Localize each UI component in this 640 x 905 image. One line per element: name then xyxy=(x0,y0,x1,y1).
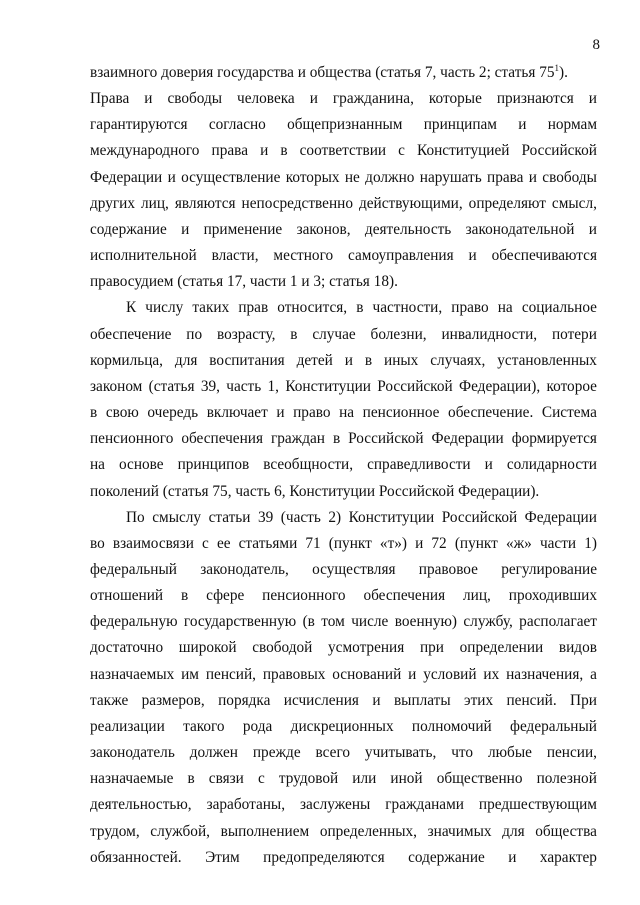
word: Российской xyxy=(348,430,424,448)
word: обеспечение xyxy=(90,325,172,343)
word: условий xyxy=(423,665,477,683)
word: реализации xyxy=(90,717,165,735)
word: справедливости xyxy=(367,456,471,474)
word: воспитания xyxy=(209,351,285,369)
word: усмотрения xyxy=(328,639,405,657)
word: правовое xyxy=(418,560,478,578)
word: для xyxy=(174,351,198,369)
word: поколений (статья 75, часть 6, Конституции Российской Федерации). xyxy=(90,482,540,500)
word: назначаемые xyxy=(90,770,174,788)
line-text: взаимного доверия государства и общества (статья 7, часть 2; статья 75 xyxy=(90,64,555,81)
word: с xyxy=(257,770,265,788)
word: 72 xyxy=(431,534,447,552)
word: содержание xyxy=(90,220,167,238)
word: исчисления xyxy=(283,691,359,709)
line-text-group xyxy=(90,60,568,86)
word: рода xyxy=(242,717,273,735)
word: трудом, xyxy=(90,822,140,840)
word: пенсионного xyxy=(90,430,174,448)
word: в xyxy=(90,404,98,422)
word: пенсионное xyxy=(362,404,440,422)
word: достаточно xyxy=(90,639,164,657)
word: предшествующим xyxy=(478,796,597,814)
word: случаях, xyxy=(430,351,486,369)
word: свою xyxy=(105,404,139,422)
word: обеспечения xyxy=(363,587,446,605)
word: которых xyxy=(285,168,340,186)
text-line xyxy=(90,60,597,86)
word: принципам xyxy=(423,116,497,134)
word: статьи xyxy=(208,508,251,526)
word: назначаемых xyxy=(90,665,175,683)
word: с xyxy=(398,142,405,160)
word: иных xyxy=(384,351,419,369)
word: свободы xyxy=(167,90,223,108)
word: 1) xyxy=(584,534,597,552)
text-line xyxy=(90,740,597,766)
word: прежде xyxy=(252,744,301,762)
word: свободы xyxy=(542,168,597,186)
word: (пункт xyxy=(454,534,498,552)
word: трудовой xyxy=(278,770,339,788)
word: очередь xyxy=(147,404,199,422)
word: гражданами xyxy=(385,796,464,814)
word: Права xyxy=(90,90,130,108)
word: человека xyxy=(237,90,295,108)
text-line xyxy=(90,374,597,400)
word: Российской xyxy=(377,377,453,395)
word: и xyxy=(181,220,190,238)
word: являются xyxy=(174,194,236,212)
word: которое xyxy=(546,377,597,395)
text-line xyxy=(90,766,597,792)
word: самоуправления xyxy=(348,247,454,265)
word: и xyxy=(528,168,537,186)
footnote-superscript: 1 xyxy=(554,62,560,73)
word: и xyxy=(408,665,417,683)
word: Конституции xyxy=(285,377,371,395)
word: которые xyxy=(428,90,482,108)
text-line xyxy=(90,714,597,740)
word: осуществление xyxy=(181,168,281,186)
word: иной xyxy=(390,770,423,788)
word: право xyxy=(451,299,489,317)
word: осуществляя xyxy=(312,560,396,578)
word: формируется xyxy=(511,430,597,448)
text-line xyxy=(90,165,597,191)
word: Этим xyxy=(205,848,240,866)
word: им xyxy=(181,665,199,683)
word: законодательной xyxy=(465,220,575,238)
word: признаются xyxy=(496,90,574,108)
word: федеральный xyxy=(510,717,597,735)
word: права xyxy=(487,168,524,186)
word: такого xyxy=(183,717,225,735)
word: кормильца, xyxy=(90,351,163,369)
word: и xyxy=(144,90,153,108)
word: всего xyxy=(315,744,350,762)
text-line xyxy=(90,191,597,217)
word: проходивших xyxy=(508,587,597,605)
word: статьями xyxy=(238,534,298,552)
text-line xyxy=(90,662,597,688)
word: оснований xyxy=(332,665,402,683)
word: К xyxy=(126,299,137,317)
word: потери xyxy=(551,325,597,343)
word: 39 xyxy=(257,508,274,526)
text-line xyxy=(90,505,597,531)
word: граждан xyxy=(270,430,325,448)
word: службой, xyxy=(150,822,210,840)
word: непосредственно xyxy=(241,194,353,212)
word: дискреционных xyxy=(290,717,394,735)
text-line xyxy=(90,479,597,505)
word: и xyxy=(167,168,176,186)
text-line xyxy=(90,531,597,557)
word: предопределяются xyxy=(263,848,385,866)
text-line xyxy=(90,322,597,348)
word: взаимосвязи xyxy=(112,534,194,552)
text-line xyxy=(90,295,597,321)
word: выполнением xyxy=(220,822,310,840)
word: законом xyxy=(90,377,143,395)
word: порядка xyxy=(218,691,271,709)
word: пенсий, xyxy=(205,665,257,683)
word: учитывать, xyxy=(364,744,437,762)
word: пенсии, xyxy=(546,744,597,762)
word: пенсионного xyxy=(262,587,346,605)
word: располагает xyxy=(519,613,597,631)
word: на xyxy=(497,299,513,317)
text-line xyxy=(90,635,597,661)
word: относится, xyxy=(277,299,348,317)
word: основе xyxy=(119,456,164,474)
word: 71 xyxy=(305,534,321,552)
word: гарантируются xyxy=(90,116,188,134)
word: определенных, xyxy=(319,822,418,840)
text-line xyxy=(90,112,597,138)
word: обязанностей. xyxy=(90,848,182,866)
word: в xyxy=(181,587,189,605)
word: их xyxy=(483,665,500,683)
word: или xyxy=(352,770,377,788)
word: заслужены xyxy=(299,796,371,814)
word: соответствии xyxy=(299,142,387,160)
word: Российской xyxy=(521,142,597,160)
word: а xyxy=(590,665,597,683)
word: выплаты xyxy=(393,691,451,709)
word: во xyxy=(90,534,105,552)
word: и xyxy=(588,220,597,238)
word: определении xyxy=(459,639,544,657)
word: заработаны, xyxy=(206,796,286,814)
body-text xyxy=(90,60,597,871)
word: значимых xyxy=(427,822,492,840)
word: (в xyxy=(302,613,315,631)
word: общественно xyxy=(436,770,523,788)
word: содержание xyxy=(408,848,485,866)
word: права xyxy=(211,142,248,160)
word: определяют xyxy=(468,194,546,212)
word: нарушать xyxy=(419,168,482,186)
word: таких xyxy=(192,299,230,317)
word: характер xyxy=(539,848,597,866)
word: гражданина, xyxy=(332,90,414,108)
word: действующими, xyxy=(358,194,463,212)
word: лиц, xyxy=(463,587,491,605)
word: общества xyxy=(535,822,597,840)
word: включает xyxy=(206,404,268,422)
text-line xyxy=(90,792,597,818)
word: международного xyxy=(90,142,200,160)
word: «ж» xyxy=(505,534,532,552)
word: в xyxy=(280,142,288,160)
word: с xyxy=(202,534,209,552)
word: этих xyxy=(464,691,494,709)
word: право xyxy=(293,404,331,422)
text-line xyxy=(90,269,597,295)
word: не xyxy=(344,168,360,186)
word: законов, xyxy=(296,220,351,238)
word: применение xyxy=(203,220,283,238)
word: инвалидности, xyxy=(441,325,538,343)
word: видов xyxy=(558,639,597,657)
word: свободой xyxy=(252,639,313,657)
word: и xyxy=(484,456,493,474)
word: и xyxy=(276,404,285,422)
text-line xyxy=(90,426,597,452)
text-line xyxy=(90,243,597,269)
text-line xyxy=(90,348,597,374)
text-line xyxy=(90,845,597,871)
word: смысл, xyxy=(551,194,597,212)
word: Российской xyxy=(441,508,518,526)
word: Федерации), xyxy=(458,377,541,395)
text-line xyxy=(90,86,597,112)
word: случае xyxy=(312,325,356,343)
word: других xyxy=(90,194,135,212)
word: по xyxy=(186,325,203,343)
word: законодатель xyxy=(90,744,175,762)
word: и xyxy=(309,90,318,108)
word: также xyxy=(90,691,129,709)
word: установленных xyxy=(497,351,597,369)
word: Система xyxy=(541,404,597,422)
text-line xyxy=(90,819,597,845)
word: в xyxy=(356,299,364,317)
word: и xyxy=(518,116,527,134)
word: размеров, xyxy=(141,691,205,709)
word: на xyxy=(339,404,355,422)
word: пенсий. xyxy=(506,691,557,709)
word: детей xyxy=(296,351,333,369)
word: обеспечения xyxy=(181,430,263,448)
word: и xyxy=(344,351,353,369)
word: и xyxy=(415,534,424,552)
text-line xyxy=(90,583,597,609)
word: правосудием (статья 17, части 1 и 3; статья 18). xyxy=(90,273,398,291)
word: 1, xyxy=(267,377,280,395)
word: смыслу xyxy=(152,508,202,526)
line-text: ). xyxy=(559,64,568,81)
word: лиц, xyxy=(141,194,169,212)
word: Федерации xyxy=(524,508,597,526)
word: 2) xyxy=(328,508,342,526)
word: Федерации xyxy=(431,430,504,448)
word: (статья xyxy=(148,377,195,395)
word: в xyxy=(187,770,195,788)
word: законодатель, xyxy=(200,560,289,578)
word: отношений xyxy=(90,587,164,605)
word: деятельностью, xyxy=(90,796,192,814)
word: связи xyxy=(208,770,244,788)
word: Федерации xyxy=(90,168,163,186)
word: любые xyxy=(487,744,532,762)
word: (часть xyxy=(280,508,321,526)
word: и xyxy=(588,90,597,108)
word: для xyxy=(502,822,525,840)
word: том xyxy=(321,613,345,631)
word: федеральный xyxy=(90,560,177,578)
word: сфере xyxy=(206,587,245,605)
word: прав xyxy=(238,299,269,317)
word: и xyxy=(372,691,381,709)
word: должен xyxy=(189,744,238,762)
word: По xyxy=(126,508,145,526)
word: нормам xyxy=(547,116,597,134)
word: числу xyxy=(145,299,184,317)
word: при xyxy=(419,639,444,657)
word: деятельность xyxy=(364,220,452,238)
word: При xyxy=(570,691,597,709)
word: болезни, xyxy=(370,325,427,343)
word: должно xyxy=(365,168,415,186)
word: назначения, xyxy=(506,665,584,683)
word: 39, xyxy=(200,377,220,395)
word: Конституцией xyxy=(417,142,510,160)
text-line xyxy=(90,609,597,635)
word: исполнительной xyxy=(90,247,197,265)
word: общепризнанным xyxy=(287,116,403,134)
word: и xyxy=(508,848,517,866)
word: власти, xyxy=(211,247,259,265)
word: согласно xyxy=(208,116,266,134)
word: числе xyxy=(351,613,389,631)
word: на xyxy=(90,456,105,474)
text-line xyxy=(90,400,597,426)
word: регулирование xyxy=(501,560,597,578)
word: возрасту, xyxy=(216,325,276,343)
word: государственную xyxy=(183,613,297,631)
word: всеобщности, xyxy=(263,456,354,474)
word: и xyxy=(468,247,477,265)
word: и xyxy=(260,142,269,160)
word: местного xyxy=(273,247,334,265)
text-line xyxy=(90,557,597,583)
word: принципов xyxy=(177,456,250,474)
word: частности, xyxy=(372,299,443,317)
word: в xyxy=(332,430,341,448)
word: часть xyxy=(226,377,262,395)
word: ее xyxy=(216,534,231,552)
text-line xyxy=(90,217,597,243)
word: в xyxy=(364,351,373,369)
word: «т») xyxy=(379,534,407,552)
word: солидарности xyxy=(506,456,597,474)
word: военную) xyxy=(394,613,457,631)
word: Конституции xyxy=(348,508,435,526)
word: полномочий xyxy=(411,717,492,735)
word: в xyxy=(290,325,298,343)
word: обеспечение. xyxy=(448,404,534,422)
text-line xyxy=(90,138,597,164)
word: обеспечиваются xyxy=(491,247,597,265)
word: широкой xyxy=(178,639,237,657)
word: (пункт xyxy=(328,534,372,552)
text-line xyxy=(90,688,597,714)
word: правовых xyxy=(262,665,326,683)
word: службу, xyxy=(463,613,513,631)
word: что xyxy=(451,744,474,762)
word: части xyxy=(539,534,577,552)
word: социальное xyxy=(521,299,597,317)
text-line xyxy=(90,452,597,478)
word: федеральную xyxy=(90,613,178,631)
page-number: 8 xyxy=(592,37,600,53)
word: полезной xyxy=(536,770,597,788)
